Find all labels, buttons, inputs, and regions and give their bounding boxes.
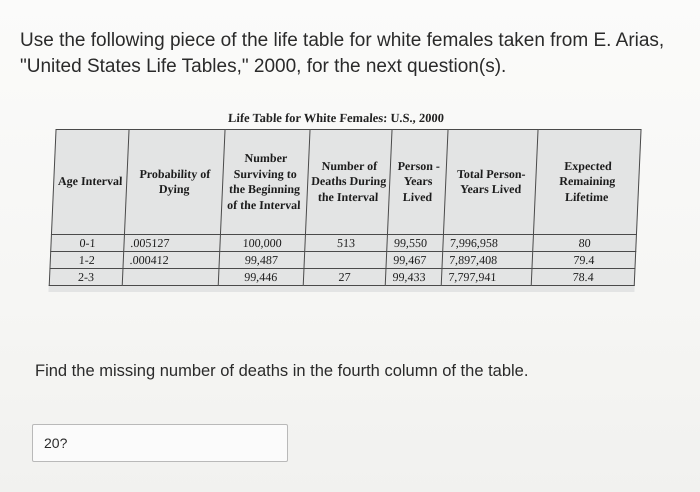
life-table-figure — [48, 129, 641, 292]
cell-age-interval: 0-1 — [51, 235, 125, 252]
header-person-years-lived: Person -Years Lived — [388, 130, 449, 235]
cell-age-interval: 1-2 — [50, 252, 124, 269]
cell-surviving: 99,446 — [218, 269, 304, 286]
question-intro: Use the following piece of the life table for white females taken from E. Arias, "United States Life Tables," 2000, for the next question(s). — [20, 30, 665, 77]
table-row — [50, 252, 636, 269]
header-number-surviving: Number Surviving to the Beginning of the Interval — [220, 130, 309, 235]
cell-expected-lifetime: 79.4 — [532, 252, 636, 269]
cell-probability: .000412 — [123, 252, 220, 269]
cell-deaths-missing — [304, 252, 388, 269]
table-title: Life Table for White Females: U.S., 2000 — [227, 111, 445, 125]
table-row — [49, 269, 635, 286]
table-row — [51, 235, 637, 252]
cell-expected-lifetime: 80 — [533, 235, 637, 252]
cell-surviving: 100,000 — [219, 235, 305, 252]
cell-surviving: 99,487 — [219, 252, 305, 269]
header-expected-remaining-lifetime: Expected Remaining Lifetime — [534, 130, 641, 235]
answer-input[interactable]: 20? — [32, 424, 288, 462]
cell-person-years: 99,467 — [386, 252, 443, 269]
header-probability-of-dying: Probability of Dying — [124, 130, 224, 235]
cell-total-person-years: 7,996,958 — [443, 235, 534, 252]
cell-person-years: 99,433 — [386, 269, 443, 286]
life-table — [49, 129, 642, 286]
header-number-of-deaths: Number of Deaths During the Interval — [305, 130, 392, 235]
cell-deaths: 513 — [304, 235, 388, 252]
cell-probability-missing — [122, 269, 219, 286]
header-row — [51, 130, 641, 235]
cell-probability: .005127 — [124, 235, 221, 252]
cell-expected-lifetime: 78.4 — [531, 269, 635, 286]
cell-total-person-years: 7,897,408 — [442, 252, 533, 269]
question-prompt: Find the missing number of deaths in the fourth column of the table. — [35, 362, 529, 380]
header-total-person-years: Total Person-Years Lived — [444, 130, 538, 235]
cell-age-interval: 2-3 — [49, 269, 123, 286]
header-age-interval: Age Interval — [51, 130, 128, 235]
cell-deaths: 27 — [303, 269, 387, 286]
cell-total-person-years: 7,797,941 — [442, 269, 533, 286]
cell-person-years: 99,550 — [387, 235, 444, 252]
